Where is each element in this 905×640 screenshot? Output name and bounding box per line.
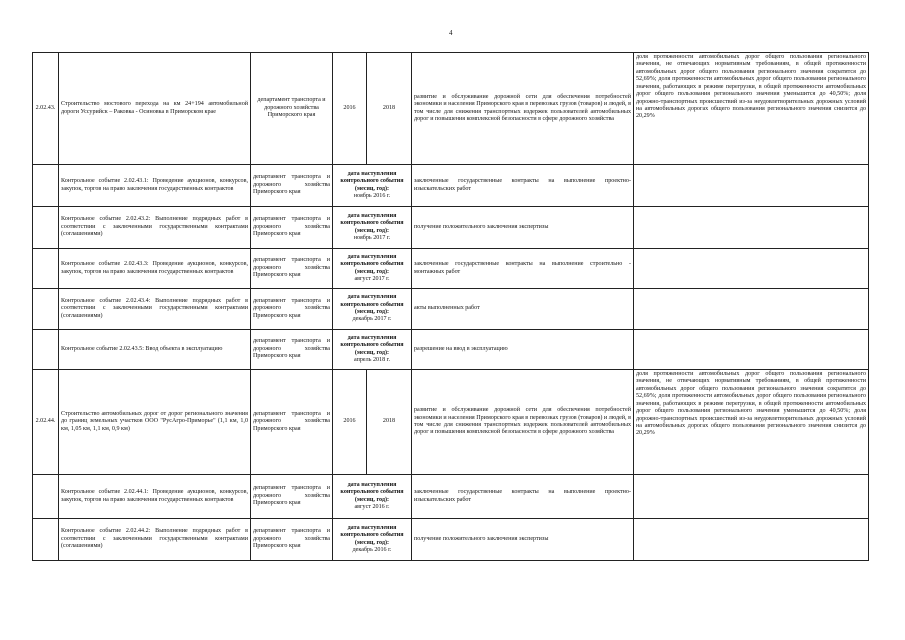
program-events-table bbox=[32, 52, 869, 561]
control-event-label: дата наступления контрольного события (месяц, год): bbox=[340, 524, 404, 546]
empty-cell bbox=[33, 207, 59, 249]
event-name: Контрольное событие 2.02.43.4: Выполнение подрядных работ в соответствии с заключенными государственными контрактами (соглашениями) bbox=[59, 289, 251, 330]
expected-result: развитие и обслуживание дорожной сети для обеспечения потребностей экономики и населения Приморского края в перевозках грузов (товаров) и людей, в том числе для снижения транспортных издержек пользователей автомобильных дорог и повышения комплексной безопасности в сфере дорожного хозяйства bbox=[412, 370, 634, 475]
page-number: 4 bbox=[449, 29, 453, 37]
start-year: 2016 bbox=[333, 53, 367, 165]
empty-cell bbox=[634, 475, 869, 519]
control-event-date bbox=[333, 165, 412, 207]
table-row-event-2-02-43-1 bbox=[33, 165, 869, 207]
control-event-date-value: апрель 2018 г. bbox=[353, 356, 391, 363]
expected-result: заключенные государственные контракты на выполнение проектно-изыскательских работ bbox=[412, 475, 634, 519]
control-event-label: дата наступления контрольного события (месяц, год): bbox=[340, 253, 404, 275]
empty-cell bbox=[33, 289, 59, 330]
responsible-department: департамент транспорта и дорожного хозяйства Приморского края bbox=[251, 475, 333, 519]
table-row-event-2-02-43-4 bbox=[33, 289, 869, 330]
responsible-department: департамент транспорта и дорожного хозяйства Приморского края bbox=[251, 249, 333, 289]
control-event-date-value: декабрь 2016 г. bbox=[352, 546, 392, 553]
responsible-department: департамент транспорта и дорожного хозяйства Приморского края bbox=[251, 53, 333, 165]
expected-result: заключенные государственные контракты на выполнение строительно - монтажных работ bbox=[412, 249, 634, 289]
expected-result: акты выполненных работ bbox=[412, 289, 634, 330]
empty-cell bbox=[634, 289, 869, 330]
control-event-date-value: декабрь 2017 г. bbox=[352, 316, 392, 323]
control-event-date bbox=[333, 519, 412, 561]
control-event-label: дата наступления контрольного события (месяц, год): bbox=[340, 212, 404, 234]
event-name: Контрольное событие 2.02.43.1: Проведение аукционов, конкурсов, закупок, торгов на право заключения государственных контрактов bbox=[59, 165, 251, 207]
empty-cell bbox=[634, 207, 869, 249]
responsible-department: департамент транспорта и дорожного хозяйства Приморского края bbox=[251, 289, 333, 330]
end-year: 2018 bbox=[367, 53, 412, 165]
control-event-date bbox=[333, 330, 412, 370]
empty-cell bbox=[33, 330, 59, 370]
table-row-event-2-02-43-5 bbox=[33, 330, 869, 370]
target-indicators: доля протяженности автомобильных дорог общего пользования регионального значения, не отвечающих нормативным требованиям, в общей протяженности автомобильных дорог общего пользования регионального значения сократится до 52,69%; доля протяженности автомобильных дорог общего пользования регионального значения, работающих в режиме перегрузки, в общей протяженности автомобильных дорог общего пользования регионального значения уменьшится до 40,50%; доля дорожно-транспортных происшествий из-за неудовлетворительных дорожных условий на автомобильных дорогах общего пользования регионального значения снизится до 20,29% bbox=[634, 53, 869, 165]
expected-result: получение положительного заключения экспертизы bbox=[412, 519, 634, 561]
empty-cell bbox=[33, 165, 59, 207]
table-row-event-2-02-44-2 bbox=[33, 519, 869, 561]
control-event-label: дата наступления контрольного события (месяц, год): bbox=[340, 170, 404, 192]
control-event-label: дата наступления контрольного события (месяц, год): bbox=[340, 294, 404, 315]
control-event-date-value: август 2017 г. bbox=[354, 275, 390, 282]
responsible-department: департамент транспорта и дорожного хозяйства Приморского края bbox=[251, 330, 333, 370]
control-event-date-value: ноябрь 2017 г. bbox=[353, 234, 391, 241]
target-indicators: доля протяженности автомобильных дорог общего пользования регионального значения, не отвечающих нормативным требованиям, в общей протяженности автомобильных дорог общего пользования регионального значения сократится до 52,69%; доля протяженности автомобильных дорог общего пользования регионального значения, работающих в режиме перегрузки, в общей протяженности автомобильных дорог общего пользования регионального значения уменьшится до 40,50%; доля дорожно-транспортных происшествий из-за неудовлетворительных дорожных условий на автомобильных дорогах общего пользования регионального значения снизится до 20,29% bbox=[634, 370, 869, 475]
empty-cell bbox=[33, 249, 59, 289]
row-number: 2.02.44. bbox=[33, 370, 59, 475]
measure-name: Строительство мостового перехода на км 24+194 автомобильной дороги Уссурийск – Раковка - Осиновка в Приморском крае bbox=[59, 53, 251, 165]
event-name: Контрольное событие 2.02.43.5: Ввод объекта в эксплуатацию bbox=[59, 330, 251, 370]
event-name: Контрольное событие 2.02.44.1: Проведение аукционов, конкурсов, закупок, торгов на право заключения государственных контрактов bbox=[59, 475, 251, 519]
control-event-date-value: август 2016 г. bbox=[354, 503, 390, 510]
table-row-2-02-44 bbox=[33, 370, 869, 475]
control-event-date-value: ноябрь 2016 г. bbox=[353, 192, 391, 199]
control-event-label: дата наступления контрольного события (месяц, год): bbox=[340, 481, 404, 503]
table-row-event-2-02-43-2 bbox=[33, 207, 869, 249]
control-event-label: дата наступления контрольного события (месяц, год): bbox=[340, 334, 404, 356]
empty-cell bbox=[33, 475, 59, 519]
end-year: 2018 bbox=[367, 370, 412, 475]
table-row-event-2-02-43-3 bbox=[33, 249, 869, 289]
control-event-date bbox=[333, 289, 412, 330]
table-row-2-02-43 bbox=[33, 53, 869, 165]
responsible-department: департамент транспорта и дорожного хозяйства Приморского края bbox=[251, 370, 333, 475]
event-name: Контрольное событие 2.02.44.2: Выполнение подрядных работ в соответствии с заключенными государственными контрактами (соглашениями) bbox=[59, 519, 251, 561]
event-name: Контрольное событие 2.02.43.2: Выполнение подрядных работ в соответствии с заключенными государственными контрактами (соглашениями) bbox=[59, 207, 251, 249]
responsible-department: департамент транспорта и дорожного хозяйства Приморского края bbox=[251, 165, 333, 207]
expected-result: развитие и обслуживание дорожной сети для обеспечения потребностей экономики и населения Приморского края в перевозках грузов (товаров) и людей, в том числе для снижения транспортных издержек пользователей автомобильных дорог и повышения комплексной безопасности в сфере дорожного хозяйства bbox=[412, 53, 634, 165]
control-event-date bbox=[333, 475, 412, 519]
control-event-date bbox=[333, 249, 412, 289]
empty-cell bbox=[634, 249, 869, 289]
table-row-event-2-02-44-1 bbox=[33, 475, 869, 519]
expected-result: получение положительного заключения экспертизы bbox=[412, 207, 634, 249]
empty-cell bbox=[634, 165, 869, 207]
responsible-department: департамент транспорта и дорожного хозяйства Приморского края bbox=[251, 207, 333, 249]
start-year: 2016 bbox=[333, 370, 367, 475]
empty-cell bbox=[33, 519, 59, 561]
event-name: Контрольное событие 2.02.43.3: Проведение аукционов, конкурсов, закупок, торгов на право заключения государственных контрактов bbox=[59, 249, 251, 289]
responsible-department: департамент транспорта и дорожного хозяйства Приморского края bbox=[251, 519, 333, 561]
row-number: 2.02.43. bbox=[33, 53, 59, 165]
expected-result: разрешение на ввод в эксплуатацию bbox=[412, 330, 634, 370]
measure-name: Строительство автомобильных дорог от дорог регионального значения до границ земельных участков ООО "РусАгро-Приморье" (1,1 км, 1,0 км, 1,05 км, 1,1 км, 0,9 км) bbox=[59, 370, 251, 475]
empty-cell bbox=[634, 519, 869, 561]
empty-cell bbox=[634, 330, 869, 370]
control-event-date bbox=[333, 207, 412, 249]
expected-result: заключенные государственные контракты на выполнение проектно-изыскательских работ bbox=[412, 165, 634, 207]
